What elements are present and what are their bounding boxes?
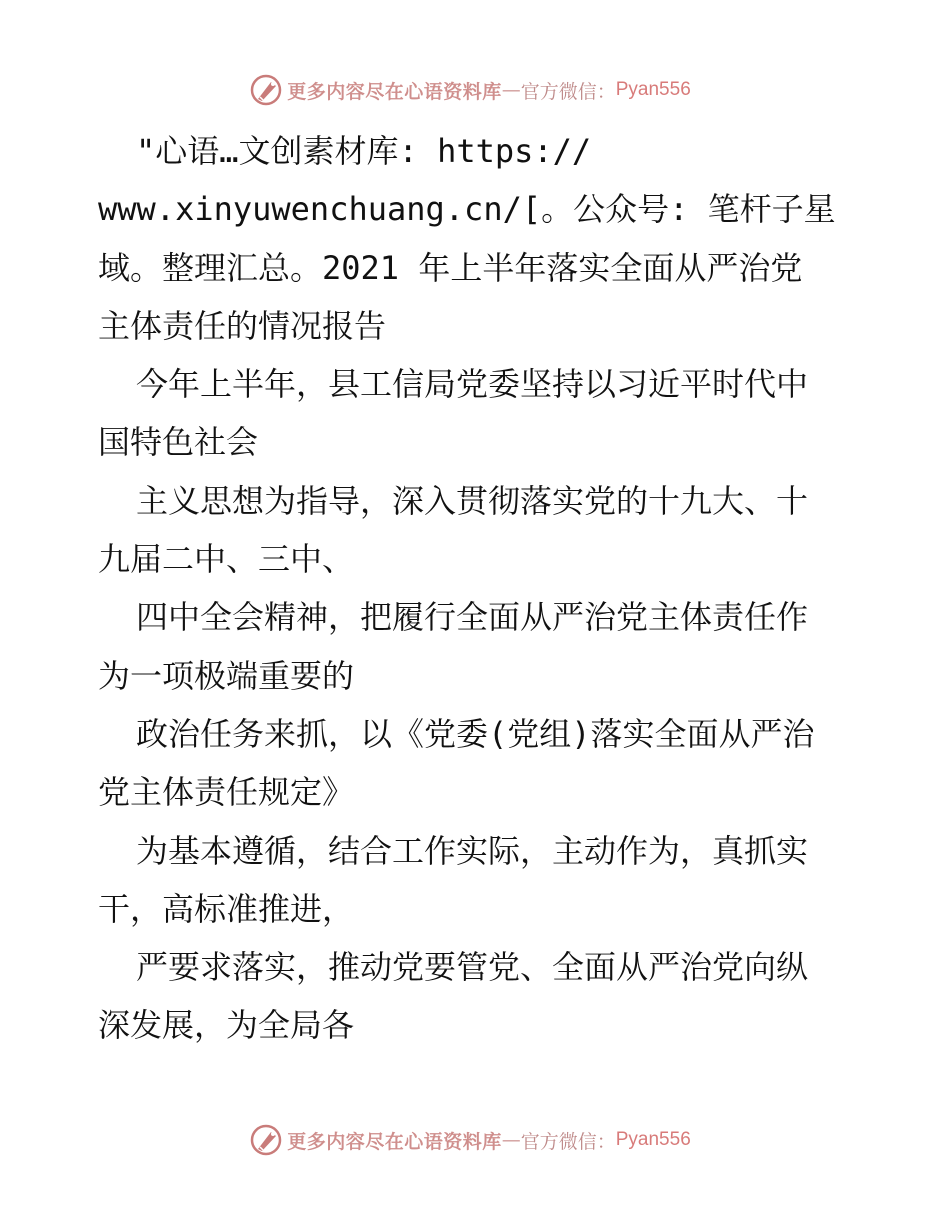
document-body — [98, 122, 858, 1055]
footer-banner-content — [249, 1123, 691, 1157]
header-banner-content — [249, 73, 691, 107]
body-line: 为一项极端重要的 — [98, 656, 355, 695]
banner-wechat-label: 官方微信： — [520, 80, 616, 103]
body-line: 为基本遵循，结合工作实际，主动作为，真抓实 — [136, 831, 809, 870]
body-line: 严要求落实，推动党要管党、全面从严治党向纵 — [136, 948, 809, 987]
pen-nib-logo-icon — [249, 73, 283, 107]
banner-separator: — — [501, 1129, 521, 1151]
body-line: www.xinyuwenchuang.cn/[。公众号: 笔杆子星 — [98, 190, 836, 229]
pen-nib-logo-icon — [249, 1123, 283, 1157]
banner-site-text: 更多内容尽在心语资料库 — [287, 1130, 502, 1153]
body-line: 四中全会精神，把履行全面从严治党主体责任作 — [136, 598, 809, 637]
body-line: 深发展，为全局各 — [98, 1006, 355, 1045]
banner-wechat-id: Pyan556 — [615, 1129, 691, 1150]
body-line: 主义思想为指导，深入贯彻落实党的十九大、十 — [136, 481, 809, 520]
header-banner — [0, 70, 950, 110]
body-line: 国特色社会 — [98, 423, 259, 462]
body-line: 九届二中、三中、 — [98, 540, 355, 579]
body-line: "心语…文创素材库: https:// — [136, 132, 592, 170]
body-line: 干，高标准推进， — [98, 889, 355, 928]
banner-wechat-id: Pyan556 — [615, 79, 691, 100]
body-line: 党主体责任规定》 — [98, 773, 355, 812]
banner-separator: — — [501, 79, 521, 101]
banner-site-text: 更多内容尽在心语资料库 — [287, 80, 502, 103]
body-line: 今年上半年，县工信局党委坚持以习近平时代中 — [136, 365, 809, 404]
body-line: 域。整理汇总。2021 年上半年落实全面从严治党 — [98, 248, 803, 287]
banner-wechat-label: 官方微信： — [520, 1130, 616, 1153]
footer-banner — [0, 1120, 950, 1160]
body-line: 主体责任的情况报告 — [98, 306, 387, 345]
body-line: 政治任务来抓，以《党委(党组)落实全面从严治 — [136, 714, 815, 753]
